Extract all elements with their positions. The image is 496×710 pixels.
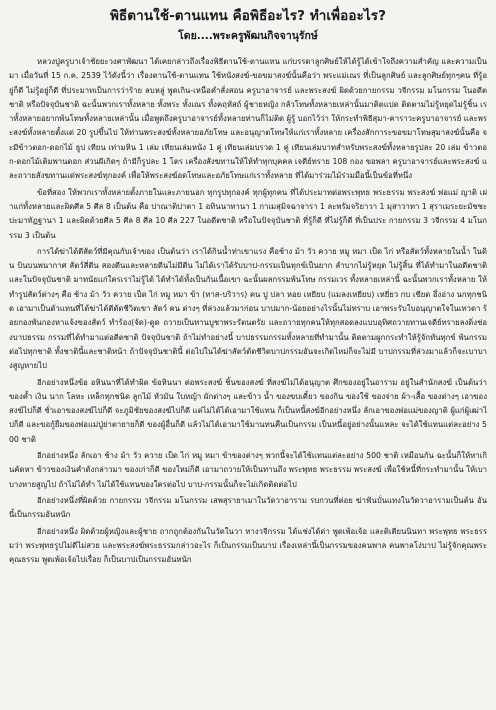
paragraph-7: อีกอย่างหนึ่ง ผิดด้วยผู้หญิงและผู้ชาย ถากถูกต้องกันในวัดในวา ทางวจีกรรม ได้แช่งได้ด่า พูดเพ้อเจ้อ และติเตียนนินทา พระพุทธ พระธรรมว่า พระพุทธรูปไม่ดีไม่สวย และพระสงฆ์พระธรรมกล่าวอะไร ก็เป็นกรรมเป็นบาป เรื่องเหล่านี้เป็นกรรมของคนพาล คนพาลโง่บาป ไม่รู้จักคุณพระ คุณธรรม พูดเพ้อเจ้อไปเรื่อย ก็เป็นบาปเป็นกรรมอันหนัก xyxy=(9,526,487,565)
document-byline: โดย....พระครูพัฒนกิจจานุรักษ์ xyxy=(178,30,318,42)
document-title: พิธีตานใช้-ตานแทน คือพิธีอะไร? ทำเพื่ออะไร? xyxy=(109,8,387,24)
paragraph-2: ข้อที่สอง ให้พวกเราทั้งหลายตั้งภายในและภายนอก ทุกรูปทุกองค์ ทุกผู้ทุกคน ที่ได้ประมาทต่อพระพุทธ พระธรรม พระสงฆ์ พ่อแม่ ญาติ เผ่าแก่ทั้งหลายและผิดศีล 5 ศีล 8 เป็นต้น คือ ปาณาติปาตา 1 อทินนาทานา 1 กาเมสุมิจฉาจารา 1 ละพรัมจริยาวา 1 มุสาวาทา 1 สุราเมระยะมัชชะปะมาทัฏฐานา 1 และผิดด้วยศีล 5 ศีล 8 ศีล 10 ศีล 227 ในอดีตชาติ หรือในปัจจุบันชาติ ที่รู้ก็ดี ที่ไม่รู้ก็ดี ที่เป็นประ กายกรรม 3 วจีกรรม 4 มโนกรรม 3 เป็นต้น xyxy=(9,187,487,240)
paragraph-4: อีกอย่างหนึ่งข้อ อหินนาที่ได้ทำผิด ข้อหินนา ต่อพระสงฆ์ ชิ้นของสงฆ์ ที่สงฆ์ไม่ได้อนุญาต ศึกของอยู่ในอาราม อยู่ในสำนักสงฆ์ เป็นต้นว่า ของค้ำ เงิน นาก โลหะ เหล็กทุกชนิด ลูกไม้ หัวมัน ใบหญ้า ผักต่างๆ และข้าว น้ำ ของขบเคี้ยว ของกิน ของใช้ ของจ่าย ผ้า-เสื้อ ของต่างๆ เอาของสงฆ์ไปก็ดี ชั่วเอาของสงฆ์ไปก็ดี จะภูมิชัยของสงฆ์ไปก็ดี แต่ไม่ได้ได้เอามาใช้แทน ก็เป็นหนี้สงฆ์อีกอย่างหนึ่ง ลักเอาของพ่อแม่ของญาติ ผู้แก่ผู้เฒ่าไปก็ดี และขอกู้ยืมของพ่อแม่ปู่ย่าตายายก็ดี ของผู้อื่นก็ดี แล้วไม่ได้เอามาใช้มานทนคืนเป็นกรรม เป็นหนี้อยู่อย่างนั้นแหละ จะได้ใช้แทนแต่ละอย่าง 500 ชาติ xyxy=(9,377,487,444)
paragraph-6: อีกอย่างหนึ่งที่ผิดด้วย กายกรรม วจีกรรม มโนกรรม เสพสุรายาเมาในวัดวาอาราม รบกวนที่ต่อย ฆ่าฟันบั่นแทงในวัดวาอารามเป็นต้น อันนี้เป็นกรรมอันหนัก xyxy=(9,495,487,520)
paragraph-5: อีกอย่างหนึ่ง ลักเอา ช้าง ม้า วัว ควาย เป็ด ไก่ หมู หมา ข้าของต่างๆ พวกนี้จะได้ใช้แทนแต่ละอย่าง 500 ชาติ เหมือนกัน ฉะนั้นก็ให้หาเกินคัดหา ข้าวของเงินคำดังกล่าวมา ของเก่าก็ดี ของใหม่ก็ดี เอามาถวายให้เป็นทานถึง พระพุทธ พระธรรม พระสงฆ์ เพื่อใช้หนี้ที่กระทำมานั้น ให้เบาบางหายสูญไป ถ้าไม่ได้ทำ ไม่ได้ใช้แทนของใครต่อไป บาป-กรรมนั้นก็จะไม่เกิดติดต่อไป xyxy=(9,451,487,489)
paragraph-1: หลวงปู่ครูบาเจ้าชัยยะวงศาพัฒนา ได้เคยกล่าวถึงเรื่องพิธีตานใช้-ตานแทน แก่บรรดาลูกศิษย์ให้ได้รู้ได้เข้าใจถึงความสำคัญ และความเป็นมา เมื่อวันที่ 15 ก.ค. 2539 ไว้ดังนี้ว่า เรื่องตานใช้-ตานแทน ใช้หนังสงฆ์-ขอขมาสงฆ์นั้นคือว่า พระแม่เณร ที่เป็นลูกศิษย์ และลูกศิษย์ทุกๆคน ที่รู้อยู่ก็ดี ไม่รู้อยู่ก็ดี ที่ประมาทเป็นการว่าร้าย ลบหลู่ พูดเกิน-เหนือคำสั่งสอน ครูบาอาจารย์ และพระสงฆ์ ผิดด้วยกายกรรม วจีกรรม มโนกรรม ในอดีตชาติ หรือปัจจุบันชาติ ฉะนั้นพวกเราทั้งหลาย ทั้งพระ ทั้งเณร ทั้งคฤหัสถ์ ผู้ชายหญิง กลัวโทษทั้งหลายเหล่านั้นมาติดแปด ติดตามไม่รู้หยุดไม่รู้ชิ้น เราทั้งหลายอยากพ้นโทษทั้งหลายเหล่านั้น เมื่อพูดถึงครูบาอาจารย์ทั้งหลายท่านก็ไม่ติด ผู้รู้ บอกไว้ว่า ให้กระทำพิธีสุมา-คาราวะครูบาอาจารย์ และพระสงฆ์ทั้งหลายตั้งแต่ 20 รูปขึ้นไป ให้ท่านพระสงฆ์ทั้งหลายอภัยโทษ และอนุญาตโทษให้แก่เราทั้งหลาย เครื่องสักการะขอขมาโทษสุมาสงฆ์นั้นคือ จะมีข้าวตอก-ดอกไม้ ธูป เทียน เท่ามหิน 1 เล่ม เทียนเล่มหนัง 1 คู่ เทียนเล่มบรวด 1 คู่ เทียนเล่มบาทสำหรับพระสงฆ์ทั้งหลายรูปละ 20 เล่ม ข้าวตอก-ดอกไม้เติมพานดอก ส่วนผีเกิดๆ ถ้ามีก็รูปละ 1 โตร เครื่องสังฆทานให้ให้ทำทุกบุคคล เจดีย์ทราย 108 กอง ขอพลา ครูบาอาจารย์และพระสงฆ์ และถวายสังฆทานแด่พระสงฆ์ทุกองค์ เพื่อให้พระสงฆ์อดโทษและอภัยโทษแก่เราทั้งหลาย ที่ได้มาร่วมไม้ร่วมมือนี้เป็นข้อที่หนึ่ง xyxy=(9,57,487,181)
document-body xyxy=(9,55,487,567)
paragraph-3: การได้ฆ่าได้ตีสัตว์ที่มีคุณกับเจ้าของ เป็นต้นว่า เราได้กินน้ำท่าเขาแรง คือช้าง ม้า วัว ควาย หมู หมา เป็ด ไก่ หรือสัตว์ทั้งหลายในน้ำ ในดิน บินบนพนากาศ สัตว์สี่ตีน สองตีนและหลายตีนไม่มีตีน ไม่ได้เราได้รับบาป-กรรมเป็นทุกข์เป็นยาก ลำบากไม่รู้หยุด ไม่รู้สิ้น ที่ได้ทำมาในอดีตชาติ และในปัจจุบันชาติ มาทนัยแก่ใครเราไม่รู้ได้ ได้ทำได้ทั้งเป็นกันเนื้อเขา ฉะนั้นผลกรรมพ้นโทษ กรรมเวร ทั้งหลายเหล่านี้ ฉะนั้นพวกเราทั้งหลาย ให้ทำรูปสัตว์ต่างๆ คือ ช้าง ม้า วัว ควาย เป็ด ไก่ หมู หมา ข้า (ทาส-บริวาร) คน ปู ปลา หอย เหยียบ (แมลงเหยียบ) เหยี่ยว กบ เขียด อึ่งอ่าง นกทุกชนิด เอามาเป็นตัวแทนที่ได้ฆ่าได้ตีตัดชีวิตเขา สัตว์ คน ต่างๆ ที่ล่วงแล้วมาก่อน บาปมาก-น้อยอย่างไรนั้นไม่ทราบ เอาพระรับใบอนุญาตใจในเทวดา ร้อยกองพันกองหาแจ้งของสัตว์ ทำร้อง(จัด)-ดูด ถวายเป็นทานบูชาพระรัตนตรัย และถวายทุกคนให้ทุกสอดลงแบบอุทิศถวายทานเจดีย์ทรายลงดิ่งช่องบาปธรรม กรรมที่ได้ทำมาแต่อดีตชาติ ปัจจุบันชาติ ถ้าไม่ทำอย่างนี้ บาปธรรมกรรมทั้งหลายที่ทำมานั้น ติดตามผูกกระทำให้รู้จักทันทุกข์ พ้นกรรมต่อไปทุกชาติ ทั้งชาตินี้และชาติหน้า ถ้าปัจจุบันชาตินี้ ต่อไปในได้ฆ่าสัตว์ตัดชีวิตบาปกรรมอันจะเกิดไหม่ก็จะไม่มี บาปกรรมที่ล่วงมาแล้วก็จะเบาบางสูญหายไป xyxy=(9,246,487,371)
